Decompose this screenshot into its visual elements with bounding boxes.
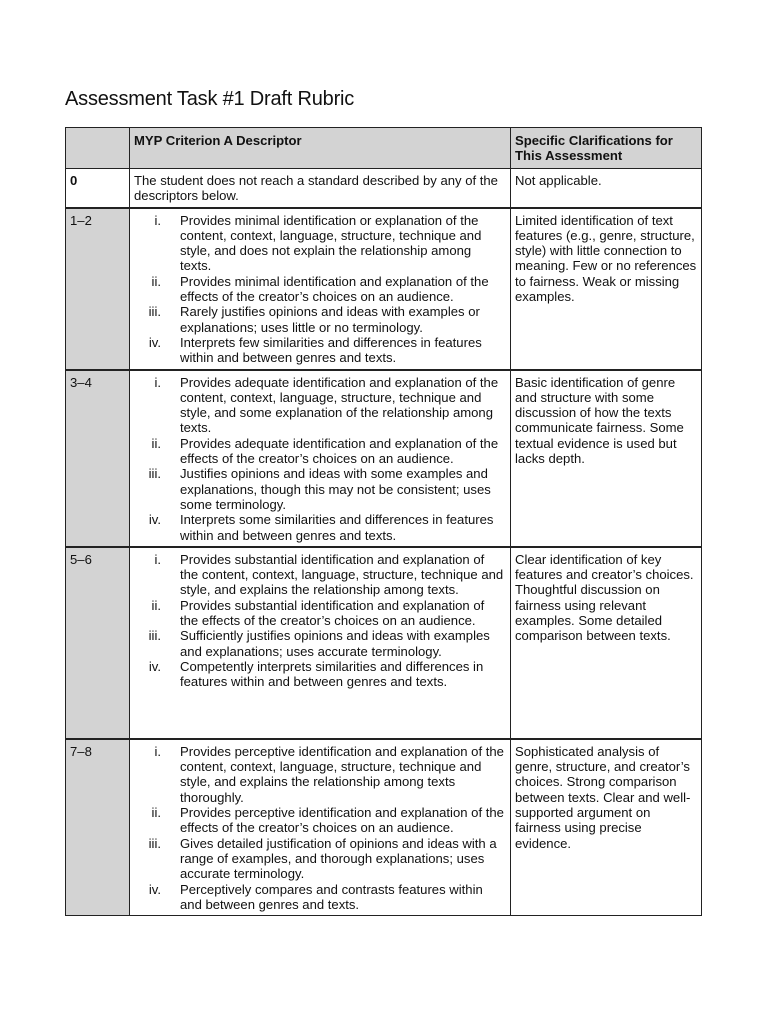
item-number: ii. bbox=[151, 273, 161, 289]
item-text: Provides perceptive identification and explanation of the effects of the creator’s choices on an audience. bbox=[180, 805, 504, 836]
item-text: Justifies opinions and ideas with some examples and explanations, though this may not be consistent; uses some terminology. bbox=[180, 466, 491, 512]
item-number: i. bbox=[154, 551, 161, 567]
descriptor-list bbox=[134, 552, 506, 690]
list-item bbox=[134, 659, 506, 690]
table-row-band-5-6 bbox=[66, 547, 702, 739]
list-item bbox=[134, 213, 506, 274]
header-band bbox=[66, 128, 130, 169]
clarification-cell: Limited identification of text features (e.g., genre, structure, style) with little connection to meaning. Few or no references to fairness. Weak or missing examples. bbox=[511, 208, 702, 370]
item-text: Interprets some similarities and differences in features within and between genres and texts. bbox=[180, 512, 494, 543]
item-number: i. bbox=[154, 212, 161, 228]
list-item bbox=[134, 805, 506, 836]
list-item bbox=[134, 466, 506, 512]
list-item bbox=[134, 304, 506, 335]
item-text: Provides adequate identification and explanation of the effects of the creator’s choices on an audience. bbox=[180, 435, 499, 467]
list-item bbox=[134, 628, 506, 659]
item-text: Provides minimal identification or explanation of the content, context, language, structure, technique and style, and does not explain the relationship among texts. bbox=[180, 212, 482, 274]
descriptor-cell bbox=[130, 208, 511, 370]
item-number: iv. bbox=[148, 512, 161, 528]
item-number: iii. bbox=[148, 304, 161, 320]
list-item bbox=[134, 552, 506, 598]
list-item bbox=[134, 744, 506, 805]
band-cell: 7–8 bbox=[66, 739, 130, 916]
band-cell: 5–6 bbox=[66, 547, 130, 739]
item-number: ii. bbox=[151, 805, 161, 821]
list-item bbox=[134, 836, 506, 882]
list-item bbox=[134, 598, 506, 629]
descriptor-list bbox=[134, 744, 506, 912]
band-cell: 0 bbox=[66, 169, 130, 208]
item-text: Provides substantial identification and explanation of the content, context, language, structure, technique and style, and explains the relationship among texts. bbox=[180, 551, 504, 598]
item-number: ii. bbox=[151, 597, 161, 613]
descriptor-list bbox=[134, 375, 506, 543]
list-item bbox=[134, 512, 506, 543]
item-text: Provides perceptive identification and explanation of the content, context, language, structure, technique and style, and explains the relationship among texts thoroughly. bbox=[180, 743, 504, 805]
list-item bbox=[134, 335, 506, 366]
descriptor-cell: The student does not reach a standard described by any of the descriptors below. bbox=[130, 169, 511, 208]
item-number: iii. bbox=[148, 835, 161, 851]
item-number: iii. bbox=[148, 466, 161, 482]
list-item bbox=[134, 274, 506, 305]
list-item bbox=[134, 375, 506, 436]
clarification-cell: Clear identification of key features and creator’s choices. Thoughtful discussion on fairness using relevant examples. Some detailed comparison between texts. bbox=[511, 547, 702, 739]
item-text: Rarely justifies opinions and ideas with examples or explanations; uses little or no terminology. bbox=[180, 304, 480, 335]
item-text: Provides adequate identification and explanation of the content, context, language, structure, technique and style, and some explanation of the relationship among texts. bbox=[180, 374, 499, 436]
item-text: Provides minimal identification and explanation of the effects of the creator’s choices on an audience. bbox=[180, 273, 489, 305]
descriptor-list bbox=[134, 213, 506, 366]
clarification-cell: Not applicable. bbox=[511, 169, 702, 208]
item-number: i. bbox=[154, 374, 161, 390]
item-number: ii. bbox=[151, 435, 161, 451]
rubric-table bbox=[65, 127, 702, 916]
item-number: iv. bbox=[148, 881, 161, 897]
table-row-band-7-8 bbox=[66, 739, 702, 916]
band-cell: 1–2 bbox=[66, 208, 130, 370]
descriptor-cell bbox=[130, 370, 511, 547]
item-number: iii. bbox=[148, 628, 161, 644]
table-header-row bbox=[66, 128, 702, 169]
item-number: iv. bbox=[148, 658, 161, 674]
table-row-band-3-4 bbox=[66, 370, 702, 547]
list-item bbox=[134, 436, 506, 467]
item-number: i. bbox=[154, 743, 161, 759]
header-clarification: Specific Clarifications for This Assessment bbox=[511, 128, 702, 169]
item-number: iv. bbox=[148, 334, 161, 350]
band-cell: 3–4 bbox=[66, 370, 130, 547]
list-item bbox=[134, 882, 506, 913]
item-text: Sufficiently justifies opinions and ideas with examples and explanations; uses accurate terminology. bbox=[180, 628, 490, 659]
item-text: Provides substantial identification and explanation of the effects of the creator’s choices on an audience. bbox=[180, 597, 485, 629]
descriptor-cell bbox=[130, 739, 511, 916]
descriptor-cell bbox=[130, 547, 511, 739]
item-text: Perceptively compares and contrasts features within and between genres and texts. bbox=[180, 881, 483, 912]
clarification-cell: Sophisticated analysis of genre, structure, and creator’s choices. Strong comparison between texts. Clear and well-supported argument on fairness using precise evidence. bbox=[511, 739, 702, 916]
page-title: Assessment Task #1 Draft Rubric bbox=[65, 88, 355, 110]
clarification-cell: Basic identification of genre and structure with some discussion of how the texts communicate fairness. Some textual evidence is used but lacks depth. bbox=[511, 370, 702, 547]
table-row-band-0 bbox=[66, 169, 702, 208]
item-text: Competently interprets similarities and differences in features within and between genres and texts. bbox=[180, 658, 484, 690]
table-row-band-1-2 bbox=[66, 208, 702, 370]
item-text: Gives detailed justification of opinions and ideas with a range of examples, and thorough explanations; uses accurate terminology. bbox=[180, 835, 497, 882]
header-descriptor: MYP Criterion A Descriptor bbox=[130, 128, 511, 169]
item-text: Interprets few similarities and differences in features within and between genres and texts. bbox=[180, 334, 482, 366]
